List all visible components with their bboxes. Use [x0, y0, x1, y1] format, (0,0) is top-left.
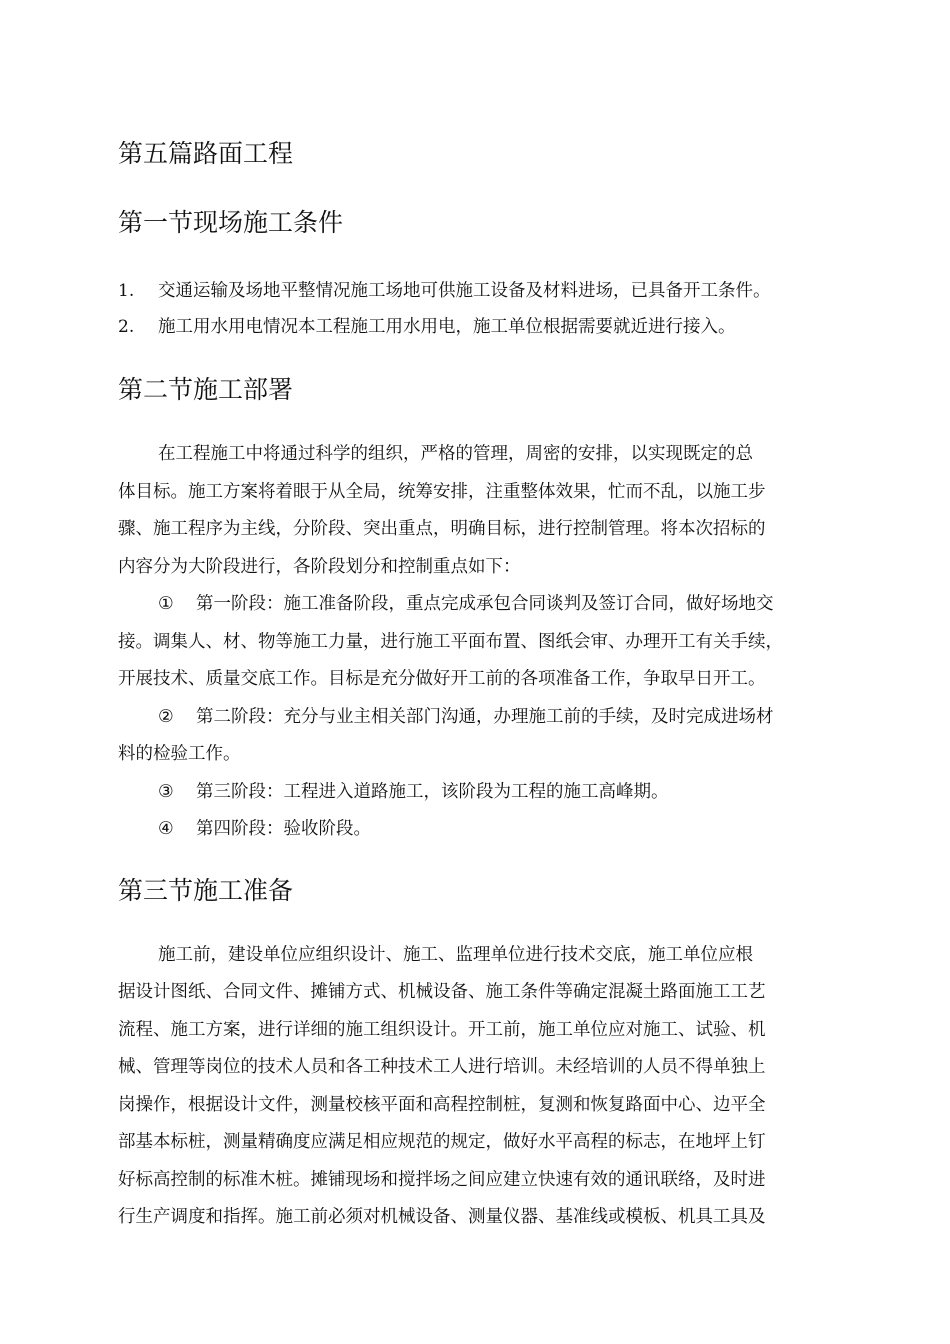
stage-marker: ①	[158, 594, 174, 614]
stage-marker: ③	[158, 782, 174, 802]
stage-text: 第一阶段：施工准备阶段，重点完成承包合同谈判及签订合同，做好场地交	[196, 594, 774, 614]
section2-heading: 第二节施工部署	[118, 375, 294, 404]
stage-first-line	[158, 817, 371, 841]
paragraph-line: 接。调集人、材、物等施工力量，进行施工平面布置、图纸会审、办理开工有关手续，	[118, 632, 783, 652]
paragraph-line: 流程、施工方案，进行详细的施工组织设计。开工前，施工单位应对施工、试验、机	[118, 1020, 766, 1040]
section1-heading: 第一节现场施工条件	[118, 208, 344, 237]
stage-first-line	[158, 592, 774, 616]
paragraph-line: 行生产调度和指挥。施工前必须对机械设备、测量仪器、基准线或模板、机具工具及	[118, 1207, 766, 1227]
stage-first-line	[158, 780, 669, 804]
list-item-number: 2.	[118, 317, 135, 337]
paragraph-line: 开展技术、质量交底工作。目标是充分做好开工前的各项准备工作，争取早日开工。	[118, 669, 766, 689]
paragraph-line: 料的检验工作。	[118, 744, 241, 764]
paragraph-line: 在工程施工中将通过科学的组织，严格的管理，周密的安排，以实现既定的总	[158, 444, 753, 464]
stage-text: 第二阶段：充分与业主相关部门沟通，办理施工前的手续，及时完成进场材	[196, 707, 774, 727]
list-item-number: 1.	[118, 281, 135, 301]
stage-text: 第四阶段：验收阶段。	[196, 819, 371, 839]
stage-text: 第三阶段：工程进入道路施工，该阶段为工程的施工高峰期。	[196, 782, 669, 802]
paragraph-line: 据设计图纸、合同文件、摊铺方式、机械设备、施工条件等确定混凝土路面施工工艺	[118, 982, 766, 1002]
paragraph-line: 体目标。施工方案将着眼于从全局，统筹安排，注重整体效果，忙而不乱，以施工步	[118, 482, 766, 502]
stage-marker: ④	[158, 819, 174, 839]
list-item-text: 交通运输及场地平整情况施工场地可供施工设备及材料进场，已具备开工条件。	[158, 281, 771, 301]
list-item-text: 施工用水用电情况本工程施工用水用电，施工单位根据需要就近进行接入。	[158, 317, 736, 337]
paragraph-line: 施工前，建设单位应组织设计、施工、监理单位进行技术交底，施工单位应根	[158, 945, 753, 965]
paragraph-line: 械、管理等岗位的技术人员和各工种技术工人进行培训。未经培训的人员不得单独上	[118, 1057, 766, 1077]
paragraph-line: 内容分为大阶段进行，各阶段划分和控制重点如下：	[118, 557, 521, 577]
stage-first-line	[158, 705, 774, 729]
paragraph-line: 岗操作，根据设计文件，测量校核平面和高程控制桩，复测和恢复路面中心、边平全	[118, 1095, 766, 1115]
paragraph-line: 好标高控制的标准木桩。摊铺现场和搅拌场之间应建立快速有效的通讯联络，及时进	[118, 1170, 766, 1190]
stage-marker: ②	[158, 707, 174, 727]
paragraph-line: 骤、施工程序为主线，分阶段、突出重点，明确目标，进行控制管理。将本次招标的	[118, 519, 766, 539]
paragraph-line: 部基本标桩，测量精确度应满足相应规范的规定，做好水平高程的标志，在地坪上钉	[118, 1132, 766, 1152]
document-title: 第五篇路面工程	[118, 139, 294, 168]
section3-heading: 第三节施工准备	[118, 876, 294, 905]
